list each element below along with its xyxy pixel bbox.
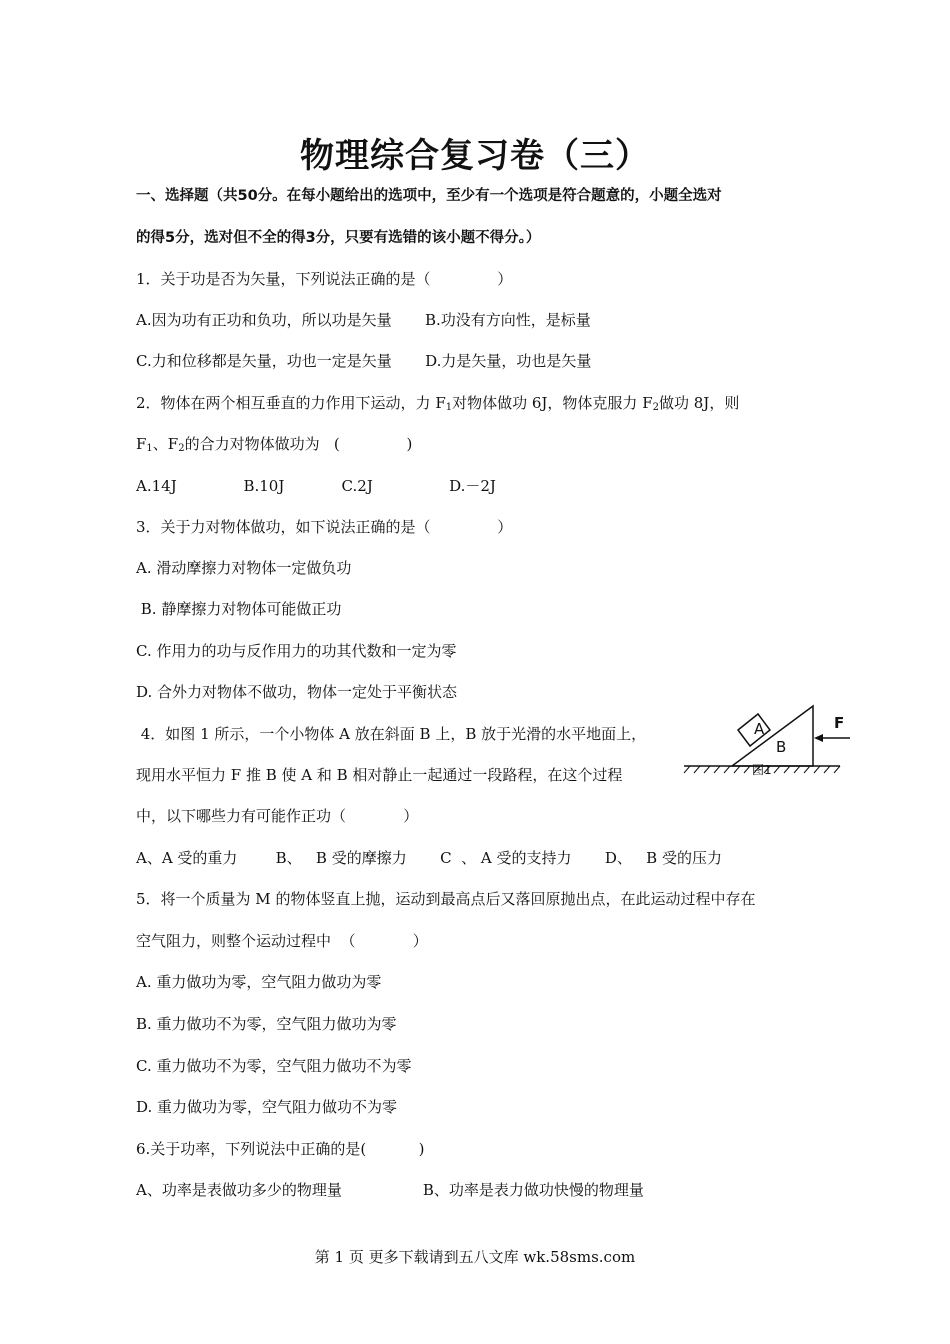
question-3-option-d: D. 合外力对物体不做功，物体一定处于平衡状态 [136, 683, 458, 701]
question-5-option-a: A. 重力做功为零，空气阻力做功为零 [136, 973, 382, 991]
question-1-options-row-1: A.因为功有正功和负功，所以功是矢量 B.功没有方向性，是标量 [136, 311, 591, 329]
page-footer: 第 1 页 更多下载请到五八文库 wk.58sms.com [314, 1248, 636, 1266]
question-5-option-d: D. 重力做功为零，空气阻力做功不为零 [136, 1098, 398, 1116]
section-header-line-2: 的得5分，选对但不全的得3分，只要有选错的该小题不得分。） [136, 230, 541, 246]
question-2-stem-line-1: 2．物体在两个相互垂直的力作用下运动，力 $F_1$对物体做功 6J，物体克服力 $F_2$做功 8J，则 [136, 394, 740, 413]
figure-1-incline-diagram [680, 700, 856, 786]
question-1-options-row-2: C.力和位移都是矢量，功也一定是矢量 D.力是矢量，功也是矢量 [136, 352, 592, 370]
incline-b [732, 706, 813, 766]
label-a: A [754, 720, 765, 738]
force-arrow-head [814, 734, 823, 742]
question-3-option-a: A. 滑动摩擦力对物体一定做负功 [136, 559, 352, 577]
label-f: F [834, 714, 845, 732]
question-5-stem-line-1: 5．将一个质量为 M 的物体竖直上抛，运动到最高点后又落回原抛出点，在此运动过程中存在 [136, 890, 756, 908]
question-5-option-c: C. 重力做功不为零，空气阻力做功不为零 [136, 1057, 412, 1075]
question-2-stem-line-2: $F_1$、$F_2$的合力对物体做功为 ( ) [136, 435, 413, 454]
question-4-stem-line-2: 现用水平恒力 F 推 B 使 A 和 B 相对静止一起通过一段路程，在这个过程 [136, 766, 623, 784]
question-4-stem-line-3: 中，以下哪些力有可能作正功（ ） [136, 807, 419, 825]
figure-caption: 图1 [752, 763, 772, 777]
section-header-line-1: 一、选择题（共50分。在每小题给出的选项中，至少有一个选项是符合题意的，小题全选对 [136, 188, 722, 204]
question-4-stem-line-1: 4．如图 1 所示，一个小物体 A 放在斜面 B 上，B 放于光滑的水平地面上， [136, 725, 647, 743]
question-6-stem: 6.关于功率，下列说法中正确的是( ) [136, 1140, 425, 1158]
question-3-stem: 3．关于力对物体做功，如下说法正确的是（ ） [136, 518, 513, 536]
question-1-stem: 1．关于功是否为矢量，下列说法正确的是（ ） [136, 270, 513, 288]
question-4-options: A、A 受的重力 B、 B 受的摩擦力 C 、 A 受的支持力 D、 B 受的压力 [136, 849, 722, 867]
question-3-option-b: B. 静摩擦力对物体可能做正功 [136, 600, 342, 618]
question-5-stem-line-2: 空气阻力，则整个运动过程中 （ ） [136, 932, 428, 950]
question-6-options: A、功率是表做功多少的物理量 B、功率是表力做功快慢的物理量 [136, 1181, 644, 1199]
question-5-option-b: B. 重力做功不为零，空气阻力做功为零 [136, 1015, 397, 1033]
page-title: 物理综合复习卷（三） [300, 136, 650, 176]
question-3-option-c: C. 作用力的功与反作用力的功其代数和一定为零 [136, 642, 457, 660]
label-b: B [776, 738, 787, 756]
question-2-options: A.14J B.10J C.2J D.－2J [136, 477, 496, 495]
